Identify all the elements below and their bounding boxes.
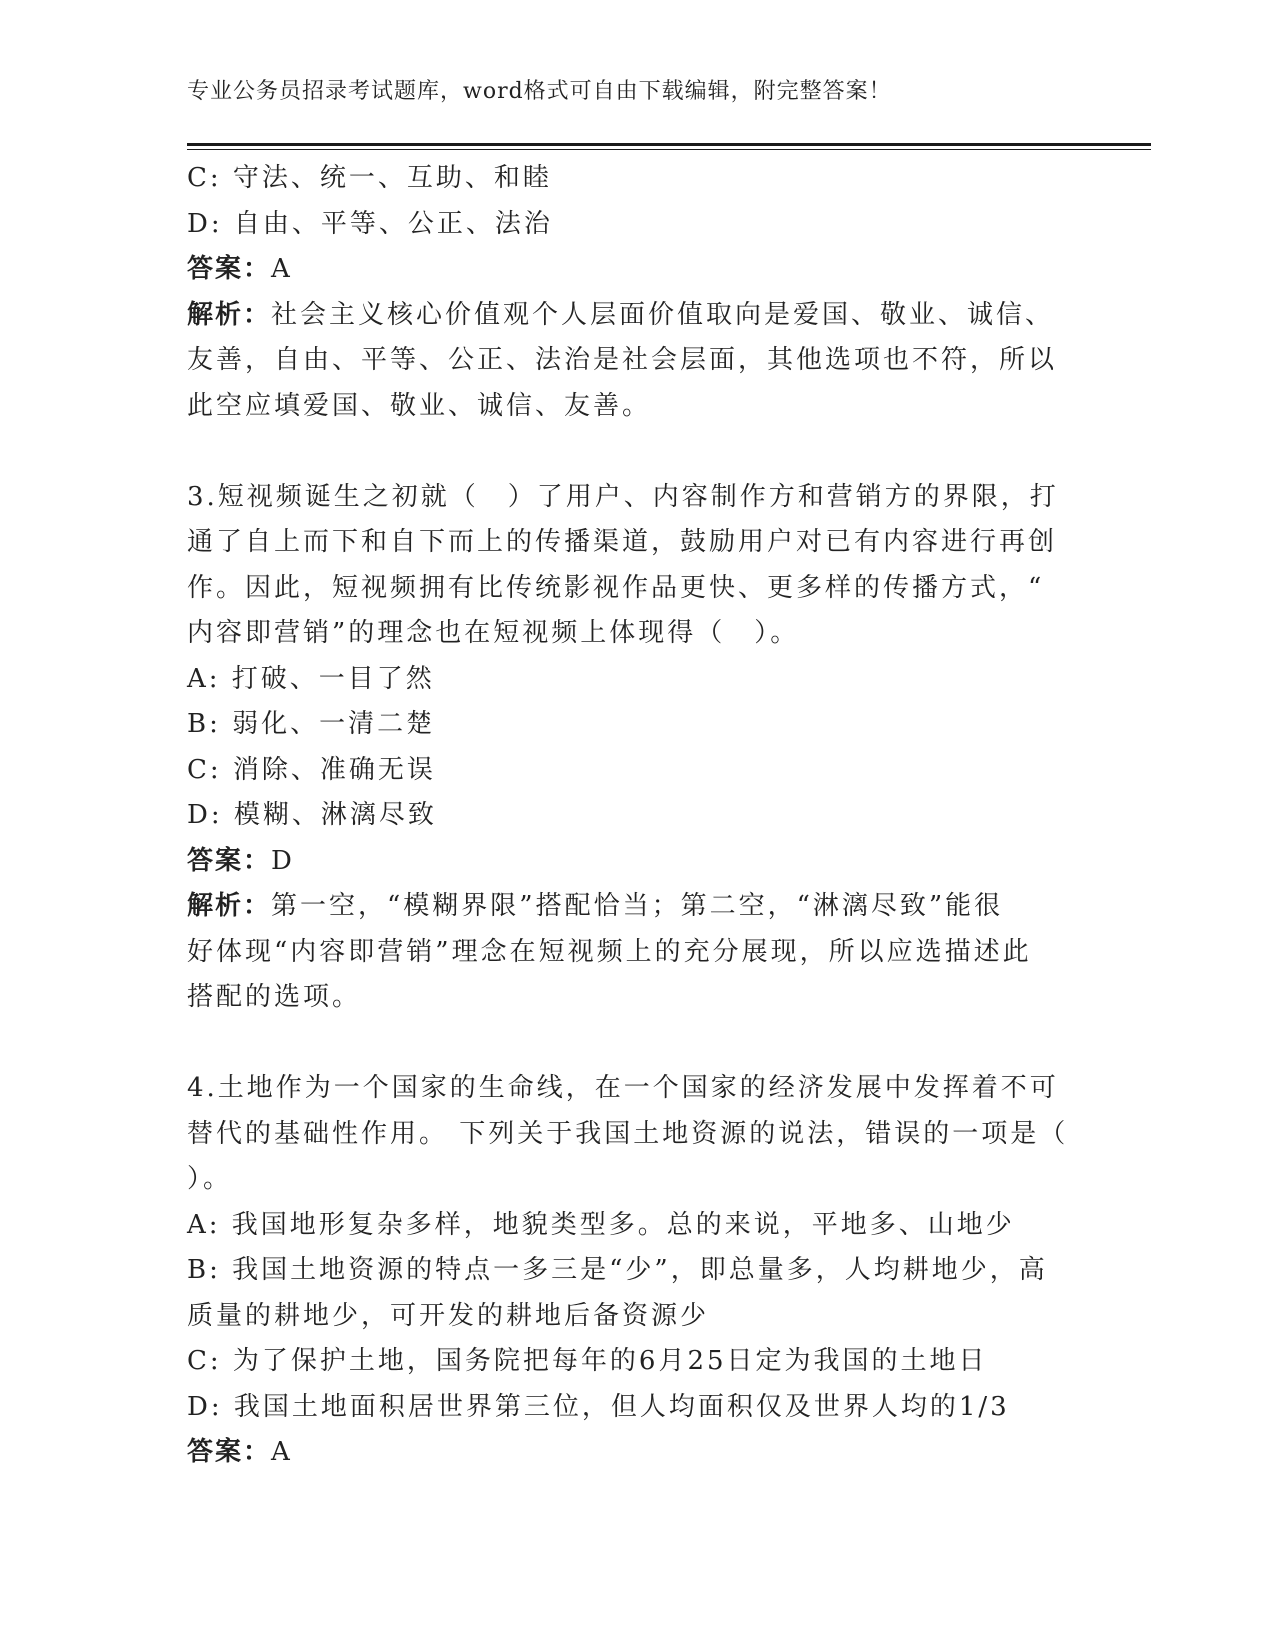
answer-label: 答案： — [187, 1437, 272, 1467]
answer-label: 答案： — [187, 845, 272, 876]
q3-analysis-text-1: 第一空，“模糊界限”搭配恰当；第二空，“淋漓尽致”能很 — [271, 891, 1004, 921]
q4-stem-line-1: 4.土地作为一个国家的生命线，在一个国家的经济发展中发挥着不可 — [187, 1073, 1059, 1103]
q3-stem-line-4: 内容即营销”的理念也在短视频上体现得（ ）。 — [187, 618, 800, 648]
spacer — [187, 429, 1077, 475]
answer-label: 答案： — [187, 254, 272, 284]
q3-option-a: A: 打破、一目了然 — [187, 663, 435, 694]
q2-option-c: C: 守法、统一、互助、和睦 — [187, 163, 552, 193]
q4-option-a: A: 我国地形复杂多样，地貌类型多。总的来说，平地多、山地少 — [187, 1209, 1015, 1240]
document-body — [187, 156, 1077, 1476]
q4-answer-value: A — [271, 1437, 293, 1467]
q4-option-c: C: 为了保护土地，国务院把每年的6月25日定为我国的土地日 — [187, 1346, 988, 1376]
q3-answer-line — [187, 839, 1077, 885]
analysis-label: 解析： — [187, 299, 272, 330]
q3-analysis-line-2: 好体现“内容即营销”理念在短视频上的充分展现，所以应选描述此 — [187, 936, 1032, 967]
q3-stem-line-3: 作。因此，短视频拥有比传统影视作品更快、更多样的传播方式，“ — [187, 572, 1045, 603]
header-rule-thin — [187, 149, 1151, 150]
header-rule-thick — [187, 143, 1151, 146]
q3-option-b: B: 弱化、一清二楚 — [187, 709, 436, 739]
spacer — [187, 1021, 1077, 1067]
q3-stem-line-2: 通了自上而下和自下而上的传播渠道，鼓励用户对已有内容进行再创 — [187, 527, 1058, 557]
q4-option-b-line-1: B: 我国土地资源的特点一多三是“少”，即总量多，人均耕地少，高 — [187, 1255, 1048, 1285]
q3-stem-line-1: 3.短视频诞生之初就（ ）了用户、内容制作方和营销方的界限，打 — [187, 481, 1059, 512]
analysis-label: 解析： — [187, 891, 272, 921]
q4-option-d: D: 我国土地面积居世界第三位，但人均面积仅及世界人均的1/3 — [187, 1391, 1010, 1422]
q3-analysis-line-1 — [187, 884, 1077, 930]
q2-analysis-line-3: 此空应填爱国、敬业、诚信、友善。 — [187, 390, 652, 421]
q2-analysis-text-1: 社会主义核心价值观个人层面价值取向是爱国、敬业、诚信、 — [271, 299, 1055, 330]
q3-option-c: C: 消除、准确无误 — [187, 754, 436, 785]
page-header: 专业公务员招录考试题库，word格式可自由下载编辑，附完整答案！ — [187, 79, 892, 104]
q4-stem-line-2: 替代的基础性作用。 下列关于我国土地资源的说法，错误的一项是（ — [187, 1118, 1069, 1149]
q3-analysis-line-3: 搭配的选项。 — [187, 982, 362, 1012]
q4-stem-line-3: ）。 — [187, 1164, 233, 1194]
q4-option-b-line-2: 质量的耕地少，可开发的耕地后备资源少 — [187, 1300, 710, 1331]
q3-option-d: D: 模糊、淋漓尽致 — [187, 800, 437, 830]
q2-analysis-line-2: 友善，自由、平等、公正、法治是社会层面，其他选项也不符，所以 — [187, 345, 1058, 375]
q2-answer-value: A — [271, 254, 293, 284]
q4-answer-line — [187, 1430, 1077, 1476]
q2-answer-line — [187, 247, 1077, 293]
q2-option-d: D: 自由、平等、公正、法治 — [187, 208, 553, 239]
q3-answer-value: D — [271, 845, 295, 876]
q2-analysis-line-1 — [187, 293, 1077, 339]
